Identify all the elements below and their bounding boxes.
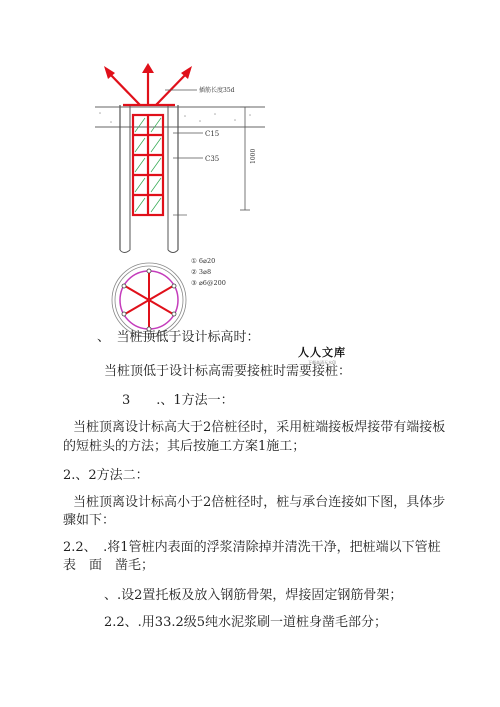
legend-line-1: ① 6⌀20 [191, 257, 216, 265]
method-two-paragraph-1: 当桩顶离设计标高小于2倍桩径时，桩与承台连接如下图，具体步 [73, 495, 446, 510]
pile-connection-diagram [95, 60, 395, 340]
dimension-label: 1000 [250, 148, 257, 164]
concrete-hatch [95, 112, 251, 123]
pile-diagram-svg [95, 60, 395, 340]
c15-label: C15 [205, 130, 220, 138]
legend-line-2: ② 3⌀8 [191, 268, 212, 276]
method-one-paragraph-2: 的短桩头的方法；其后按施工方案1施工； [63, 439, 306, 454]
step-one-line-1: 2.2、 .将1管桩内表面的浮浆清除掉并清洗干净，把桩端以下管桩 [63, 540, 441, 555]
method-two-paragraph-2: 骤如下： [63, 513, 116, 528]
section-heading-low-pile: 、 当桩顶低于设计标高时： [97, 330, 260, 345]
method-two-heading: 2.、2方法二： [63, 468, 149, 483]
rebar-note-label: 插筋长度35d [199, 87, 235, 94]
step-one-line-2: 表 面 凿毛； [63, 558, 155, 573]
watermark-title: 人人文库 [298, 346, 346, 359]
cross-section [112, 263, 186, 337]
step-three-line: 2.2、.用33.2级5纯水泥浆刷一道桩身凿毛部分； [104, 615, 388, 630]
method-one-paragraph-1: 当桩顶离设计标高大于2倍桩径时，采用桩端接板焊接带有端接板 [73, 420, 446, 435]
watermark-subtitle: 下载高清无水印 [308, 360, 336, 365]
legend-line-3: ③ ⌀6@200 [191, 279, 226, 287]
c35-label: C35 [205, 155, 220, 163]
step-two-line: 、.设2置托板及放入钢筋骨架，焊接固定钢筋骨架； [104, 588, 403, 603]
dimension-line [240, 107, 250, 210]
leader-lines [165, 90, 203, 215]
body-line-extension: 当桩顶低于设计标高需要接桩时需要接桩： [104, 364, 352, 379]
method-one-heading: 3 .、1方法一： [122, 393, 234, 408]
pile-break-marks [120, 250, 178, 253]
